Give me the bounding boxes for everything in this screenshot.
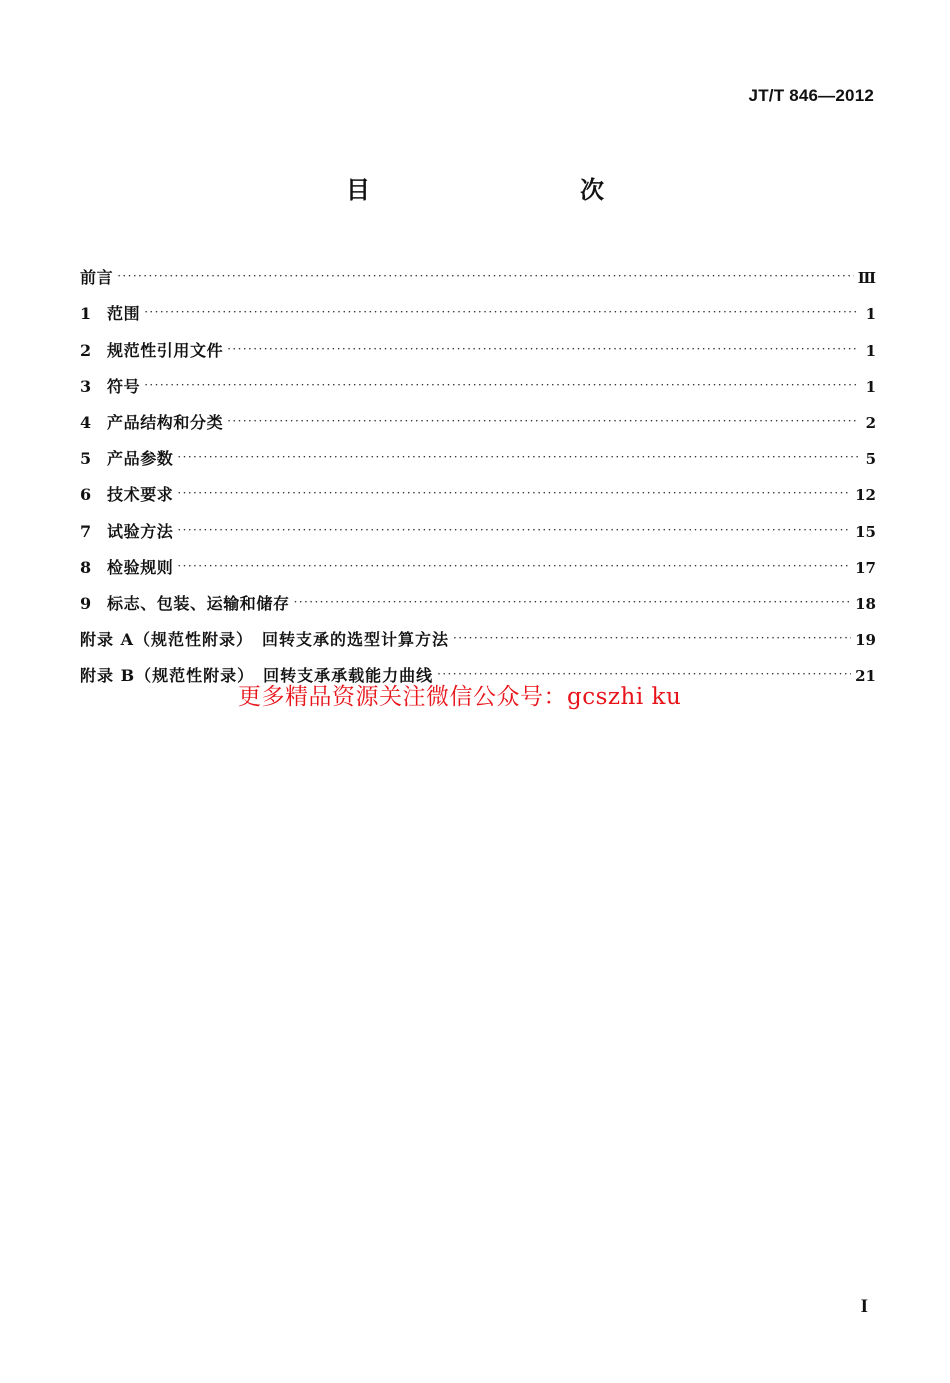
toc-leader-dots [453,629,851,651]
toc-item-number: 7 [80,521,92,541]
toc-item-page: 1 [865,341,876,360]
toc-item-marking-packaging[interactable] [80,579,876,615]
toc-item-structure-classification[interactable] [80,398,876,434]
toc-item-page: 12 [855,486,876,505]
table-of-contents [80,253,876,687]
toc-item-page: 1 [865,377,876,396]
toc-item-normative-references[interactable] [80,325,876,361]
toc-leader-dots [227,412,858,434]
toc-item-symbols[interactable] [80,362,876,398]
toc-item-label: 前言 [80,268,114,288]
toc-item-label: 附录 A（规范性附录） 回转支承的选型计算方法 [80,630,449,650]
toc-leader-dots [177,448,858,470]
toc-item-parameters[interactable] [80,434,876,470]
toc-item-label: 标志、包装、运输和储存 [107,593,290,613]
page-title: 目 次 [346,176,658,204]
toc-leader-dots [144,303,858,325]
promo-watermark-text: 更多精品资源关注微信公众号：gcszhi ku [238,684,682,710]
toc-item-page: 2 [865,413,876,432]
toc-item-number: 1 [80,304,92,324]
toc-item-page: 1 [865,305,876,324]
toc-item-label: 符号 [107,376,141,396]
standard-code: JT/T 846—2012 [748,86,874,105]
toc-item-number: 6 [80,485,92,505]
toc-leader-dots [177,484,851,506]
toc-leader-dots [227,340,858,362]
toc-item-label: 附录 B（规范性附录） 回转支承承载能力曲线 [80,666,434,686]
toc-item-page: 18 [855,594,876,613]
toc-item-label: 试验方法 [107,521,174,541]
toc-item-page: 21 [855,667,876,686]
toc-item-number: 8 [80,557,92,577]
toc-leader-dots [117,267,854,289]
toc-item-annex-a[interactable] [80,615,876,651]
toc-item-label: 规范性引用文件 [107,340,224,360]
toc-item-number: 9 [80,593,92,613]
toc-item-technical-requirements[interactable] [80,470,876,506]
toc-item-number: 5 [80,449,92,469]
toc-item-page: 17 [855,558,876,577]
toc-item-inspection-rules[interactable] [80,543,876,579]
toc-leader-dots [177,521,851,543]
toc-item-label: 技术要求 [107,485,174,505]
toc-item-test-methods[interactable] [80,506,876,542]
toc-item-foreword[interactable] [80,253,876,289]
toc-leader-dots [144,376,858,398]
toc-item-number: 3 [80,376,92,396]
toc-item-number: 2 [80,340,92,360]
toc-leader-dots [177,557,851,579]
toc-item-page: 19 [855,631,876,650]
toc-item-scope[interactable] [80,289,876,325]
toc-leader-dots [294,593,852,615]
toc-item-number: 4 [80,412,92,432]
toc-item-label: 检验规则 [107,557,174,577]
toc-item-label: 范围 [107,304,141,324]
toc-item-page: 5 [865,450,876,469]
toc-item-page: Ⅲ [857,269,876,288]
toc-item-page: 15 [855,522,876,541]
page-number: I [860,1296,868,1317]
toc-item-label: 产品结构和分类 [107,412,224,432]
toc-item-label: 产品参数 [107,449,174,469]
